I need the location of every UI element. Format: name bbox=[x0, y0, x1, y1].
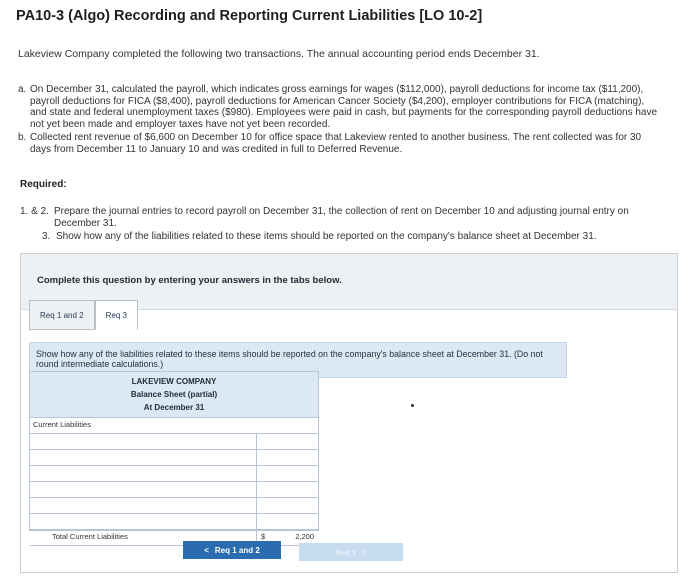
account-input[interactable] bbox=[30, 466, 256, 481]
prev-tab-label: Req 1 and 2 bbox=[214, 545, 260, 555]
tab-req-3[interactable]: Req 3 bbox=[95, 300, 138, 330]
amount-input[interactable] bbox=[256, 466, 318, 481]
transaction-list bbox=[18, 84, 663, 157]
transaction-text: Collected rent revenue of $6,600 on December 10 for office space that Lakeview rented to another business. The rent collected was for 30 days from December 11 to January 10 and was credited in full to Deferred Revenue. bbox=[30, 132, 642, 155]
amount-input[interactable] bbox=[256, 434, 318, 449]
amount-input[interactable] bbox=[256, 514, 318, 529]
panel-heading: Complete this question by entering your answers in the tabs below. bbox=[37, 275, 342, 286]
transaction-marker: a. bbox=[18, 84, 27, 95]
amount-input[interactable] bbox=[256, 482, 318, 497]
next-tab-label: Req 3 bbox=[335, 547, 357, 557]
next-tab-button[interactable] bbox=[299, 543, 403, 561]
chevron-right-icon: > bbox=[362, 547, 367, 557]
table-row bbox=[30, 450, 318, 466]
statement-date: At December 31 bbox=[143, 403, 205, 412]
question-panel bbox=[20, 253, 678, 573]
account-input[interactable] bbox=[30, 434, 256, 449]
amount-input[interactable] bbox=[256, 450, 318, 465]
requirement-marker: 3. bbox=[42, 231, 51, 242]
instruction-box: Show how any of the liabilities related to these items should be reported on the company's balance sheet at December 31. (Do not round intermediate calculations.) bbox=[29, 342, 567, 378]
cursor-dot bbox=[411, 404, 414, 407]
table-row bbox=[30, 482, 318, 498]
requirement-marker: 1. & 2. bbox=[20, 206, 49, 217]
page-title: PA10-3 (Algo) Recording and Reporting Current Liabilities [LO 10-2] bbox=[16, 8, 483, 24]
balance-sheet-table bbox=[29, 371, 319, 541]
table-row bbox=[30, 466, 318, 482]
required-heading: Required: bbox=[20, 179, 67, 190]
transaction-item bbox=[18, 84, 663, 130]
transaction-marker: b. bbox=[18, 132, 27, 143]
requirement-list bbox=[20, 206, 660, 245]
chevron-left-icon: < bbox=[204, 545, 209, 555]
requirement-text: Prepare the journal entries to record payroll on December 31, the collection of rent on December 10 and adjusting journal entry on December 31. bbox=[54, 206, 629, 229]
requirement-item bbox=[20, 231, 660, 243]
requirement-item bbox=[20, 206, 660, 229]
amount-input[interactable] bbox=[256, 498, 318, 513]
requirement-text: Show how any of the liabilities related to these items should be reported on the company's balance sheet at December 31. bbox=[56, 231, 597, 242]
account-input[interactable] bbox=[30, 514, 256, 529]
prev-tab-button[interactable] bbox=[183, 541, 281, 559]
account-input[interactable] bbox=[30, 498, 256, 513]
section-label-row bbox=[30, 418, 318, 434]
section-label: Current Liabilities bbox=[33, 420, 91, 429]
tab-bar bbox=[29, 300, 138, 330]
company-name: LAKEVIEW COMPANY bbox=[131, 377, 217, 386]
intro-text: Lakeview Company completed the following two transactions. The annual accounting period ends December 31. bbox=[18, 48, 540, 60]
transaction-item bbox=[18, 132, 663, 155]
table-row bbox=[30, 434, 318, 450]
account-input[interactable] bbox=[30, 482, 256, 497]
total-label: Total Current Liabilities bbox=[52, 532, 128, 541]
balance-sheet-header bbox=[30, 372, 318, 418]
total-value: 2,200 bbox=[295, 532, 314, 541]
table-row bbox=[30, 498, 318, 514]
statement-name: Balance Sheet (partial) bbox=[130, 390, 218, 399]
currency-symbol: $ bbox=[261, 532, 266, 541]
account-input[interactable] bbox=[30, 450, 256, 465]
tab-req-1-and-2[interactable]: Req 1 and 2 bbox=[29, 300, 95, 330]
transaction-text: On December 31, calculated the payroll, which indicates gross earnings for wages ($112,000), payroll deductions for income tax ($11,200), payroll deductions for FICA ($8,400), payroll deductions for American Cancer Society ($4,200), employer contributions for FICA (matching), and state and federal unemployment taxes ($980). Employees were paid in cash, but payments for the corresponding payroll deductions have not yet been made and employer taxes have not yet been recorded. bbox=[30, 84, 658, 130]
table-row bbox=[30, 514, 318, 530]
